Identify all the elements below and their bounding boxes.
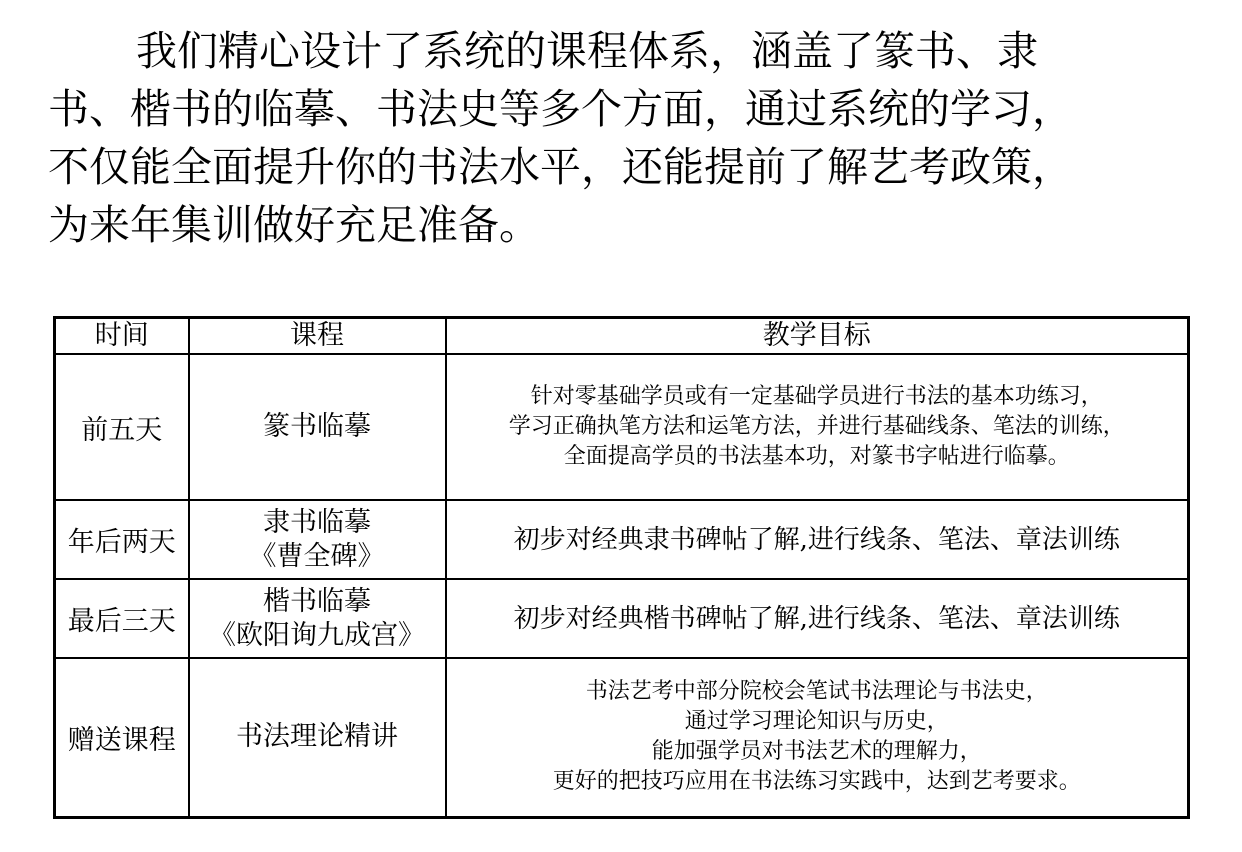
intro-line: 我们精心设计了系统的课程体系，涵盖了篆书、隶: [136, 27, 1038, 75]
goal-line: 初步对经典楷书碑帖了解,进行线条、笔法、章法训练: [513, 603, 1120, 634]
cell-goal: [446, 658, 1189, 818]
cell-goal: [446, 500, 1189, 579]
cell-goal: [446, 354, 1189, 500]
table-row: [55, 579, 1189, 658]
intro-line: 不仅能全面提升你的书法水平，还能提前了解艺考政策，: [48, 143, 1073, 191]
intro-line: 书、楷书的临摹、书法史等多个方面，通过系统的学习，: [48, 85, 1073, 133]
table-row: [55, 354, 1189, 500]
course-schedule-table: [53, 316, 1190, 819]
cell-goal: [446, 579, 1189, 658]
course-line: 篆书临摹: [263, 411, 371, 443]
cell-course: [189, 579, 446, 658]
cell-time: 年后两天: [55, 500, 189, 579]
course-line: 楷书临摹: [263, 585, 371, 617]
cell-time: 前五天: [55, 354, 189, 500]
goal-line: 全面提高学员的书法基本功，对篆书字帖进行临摹。: [563, 444, 1070, 470]
table-row: [55, 500, 1189, 579]
goal-line: 更好的把技巧应用在书法练习实践中，达到艺考要求。: [552, 769, 1081, 795]
cell-time: 赠送课程: [55, 658, 189, 818]
cell-course: [189, 354, 446, 500]
goal-line: 初步对经典隶书碑帖了解,进行线条、笔法、章法训练: [513, 524, 1120, 555]
goal-line: 书法艺考中部分院校会笔试书法理论与书法史，: [585, 679, 1048, 705]
cell-time: 最后三天: [55, 579, 189, 658]
table-row: [55, 658, 1189, 818]
goal-line: 能加强学员对书法艺术的理解力，: [651, 739, 982, 765]
cell-course: [189, 500, 446, 579]
goal-line: 针对零基础学员或有一定基础学员进行书法的基本功练习，: [530, 384, 1103, 410]
cell-course: [189, 658, 446, 818]
intro-line: 为来年集训做好充足准备。: [48, 201, 540, 249]
goal-line: 学习正确执笔方法和运笔方法，并进行基础线条、笔法的训练，: [508, 414, 1125, 440]
header-goal: 教学目标: [446, 318, 1189, 355]
course-line: 书法理论精讲: [236, 721, 398, 753]
goal-line: 通过学习理论知识与历史，: [684, 709, 949, 735]
course-line: 《曹全碑》: [249, 540, 385, 572]
header-course: 课程: [189, 318, 446, 355]
intro-paragraph: [48, 22, 1208, 254]
course-line: 隶书临摹: [263, 506, 371, 538]
table-header-row: [55, 318, 1189, 355]
course-line: 《欧阳询九成宫》: [209, 619, 425, 651]
header-time: 时间: [55, 318, 189, 355]
